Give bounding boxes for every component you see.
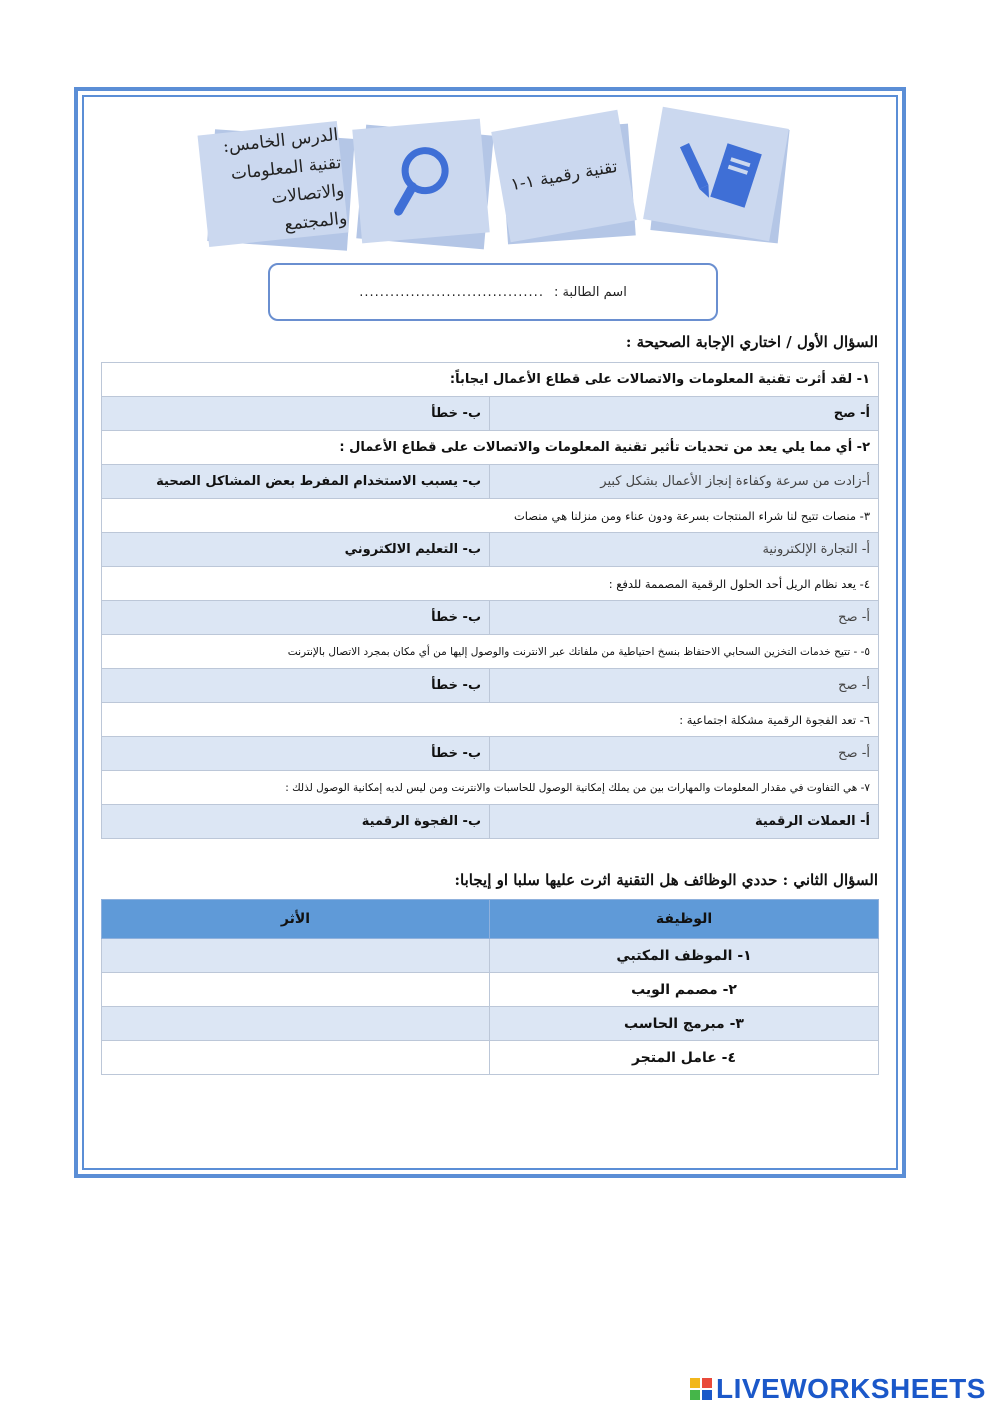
q2-row2-job: ٢- مصمم الويب [490, 973, 879, 1007]
question1-table [101, 362, 879, 839]
q1-item4-option-b[interactable]: ب- خطأ [102, 601, 490, 635]
table-row [102, 939, 879, 973]
q1-item4-stem: ٤- يعد نظام الريل أحد الحلول الرقمية المصممة للدفع : [102, 567, 879, 601]
q1-item2-stem: ٢- أي مما يلي يعد من تحديات تأثير تقنية المعلومات والاتصالات على قطاع الأعمال : [102, 431, 879, 465]
q1-options-row [102, 397, 879, 431]
q1-stem-row [102, 567, 879, 601]
q1-options-row [102, 669, 879, 703]
liveworksheets-logo[interactable] [690, 1373, 986, 1405]
search-icon [383, 138, 460, 224]
q1-item2-option-a[interactable]: أ-زادت من سرعة وكفاءة إنجاز الأعمال بشكل كبير [490, 465, 879, 499]
q2-row1-job: ١- الموظف المكتبي [490, 939, 879, 973]
q1-stem-row [102, 771, 879, 805]
liveworksheets-mark-icon [690, 1378, 712, 1400]
q1-item7-stem: ٧- هي التفاوت في مقدار المعلومات والمهارات بين من يملك إمكانية الوصول للحاسبات والانترنت ومن ليس لديه إمكانية الوصول لذلك : [102, 771, 879, 805]
logo-text: LIVEWORKSHEETS [716, 1373, 986, 1404]
q1-options-row [102, 533, 879, 567]
lesson-line-3: والاتصالات والمجتمع [270, 180, 349, 235]
student-name-dots: .................................... [359, 284, 544, 300]
table-row [102, 1007, 879, 1041]
student-name-label: اسم الطالبة : [553, 284, 627, 300]
question1-title: السؤال الأول / اختاري الإجابة الصحيحة : [625, 333, 878, 351]
search-card [355, 122, 495, 250]
q1-stem-row [102, 431, 879, 465]
q2-row2-effect-input[interactable] [102, 973, 490, 1007]
q2-row1-effect-input[interactable] [102, 939, 490, 973]
notebook-card [650, 115, 790, 245]
q1-item6-stem: ٦- تعد الفجوة الرقمية مشكلة اجتماعية : [102, 703, 879, 737]
notebook-pen-icon [660, 126, 772, 222]
q1-item2-option-b[interactable]: ب- يسبب الاستخدام المفرط بعض المشاكل الصحية [102, 465, 490, 499]
q1-item5-option-b[interactable]: ب- خطأ [102, 669, 490, 703]
question2-table [101, 899, 879, 1075]
q1-stem-row [102, 499, 879, 533]
q1-item6-option-a[interactable]: أ- صح [490, 737, 879, 771]
q1-options-row [102, 601, 879, 635]
q1-item1-option-a[interactable]: أ- صح [490, 397, 879, 431]
q1-stem-row [102, 363, 879, 397]
q2-row4-effect-input[interactable] [102, 1041, 490, 1075]
q1-item7-option-b[interactable]: ب- الفجوة الرقمية [102, 805, 490, 839]
q1-item3-stem: ٣- منصات تتيح لنا شراء المنتجات بسرعة ودون عناء ومن منزلنا هي منصات [102, 499, 879, 533]
q2-row3-effect-input[interactable] [102, 1007, 490, 1041]
q2-col-effect: الأثر [102, 900, 490, 939]
q2-row3-job: ٣- مبرمج الحاسب [490, 1007, 879, 1041]
q1-options-row [102, 465, 879, 499]
q1-item7-option-a[interactable]: أ- العملات الرقمية [490, 805, 879, 839]
unit-card [498, 118, 638, 246]
question2-title: السؤال الثاني : حددي الوظائف هل التقنية اثرت عليها سلبا او إيجابا: [454, 871, 878, 889]
q1-stem-row [102, 703, 879, 737]
q2-header-row [102, 900, 879, 939]
q1-stem-row [102, 635, 879, 669]
q2-row4-job: ٤- عامل المتجر [490, 1041, 879, 1075]
table-row [102, 1041, 879, 1075]
q1-options-row [102, 805, 879, 839]
q1-item5-option-a[interactable]: أ- صح [490, 669, 879, 703]
q1-item1-stem: ١- لقد أثرت تقنية المعلومات والاتصالات على قطاع الأعمال ايجاباً: [102, 363, 879, 397]
q1-item1-option-b[interactable]: ب- خطأ [102, 397, 490, 431]
q2-col-job: الوظيفة [490, 900, 879, 939]
q1-item6-option-b[interactable]: ب- خطأ [102, 737, 490, 771]
lesson-line-2: تقنية المعلومات [229, 152, 343, 185]
table-row [102, 973, 879, 1007]
student-name-field[interactable] [268, 263, 718, 321]
q1-options-row [102, 737, 879, 771]
q1-item3-option-b[interactable]: ب- التعليم الالكتروني [102, 533, 490, 567]
lesson-line-1: الدرس الخامس: [222, 124, 340, 157]
unit-badge: تقنية رقمية ١-١ [509, 156, 619, 196]
q1-item3-option-a[interactable]: أ- التجارة الإلكترونية [490, 533, 879, 567]
lesson-card [203, 124, 353, 246]
q1-item5-stem: ٥- - تتيح خدمات التخزين السحابي الاحتفاظ بنسخ احتياطية من ملفاتك عبر الانترنت والوصول إليها من أي مكان بمجرد الاتصال بالإنترنت [102, 635, 879, 669]
q1-item4-option-a[interactable]: أ- صح [490, 601, 879, 635]
